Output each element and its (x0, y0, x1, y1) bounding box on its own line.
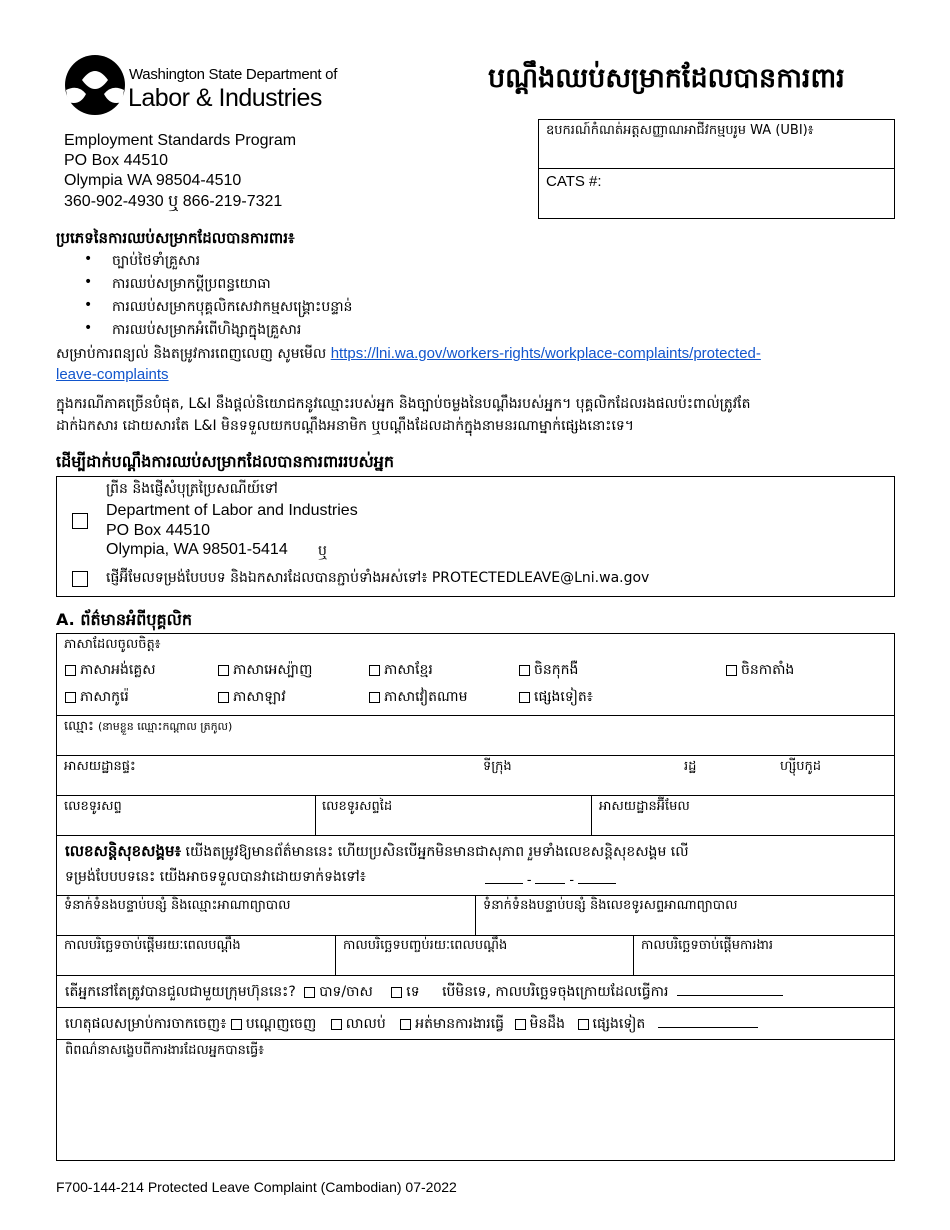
lang-option[interactable] (519, 687, 593, 708)
still-employed-question: តើអ្នកនៅតែត្រូវបានជួលជាមួយក្រុមហ៊ុននេះ? (65, 984, 296, 1000)
lang-option-label: ភាសាកូរ៉េ (80, 689, 129, 705)
types-heading: ប្រភេទនៃការឈប់សម្រាកដែលបានការពារ៖ (56, 229, 295, 247)
last-day-input[interactable] (677, 995, 783, 996)
reason-option: ផ្សេងទៀត (592, 1016, 646, 1032)
lang-option[interactable] (65, 687, 129, 708)
leave-type-item: • ការឈប់សម្រាកបុគ្គលិកសេវាកម្មសង្គ្រោះបន្ទាន់ (112, 297, 352, 318)
reason-checkbox[interactable] (578, 1019, 589, 1030)
reason-label: ហេតុផលសម្រាប់ការចាកចេញ៖ (65, 1016, 227, 1032)
ssn-text2: ទម្រង់បែបបទនេះ យើងអាចទទួលបានវាដោយទាក់ទងទៅ៖ (65, 869, 366, 885)
leave-type-item: • ការឈប់សម្រាកប្តីប្រពន្ធយោធា (112, 274, 271, 295)
email-text: ផ្ញើអ៊ីមែលទម្រង់បែបបទ និងឯកសារដែលបានភ្ជាប់ទាំងអស់ទៅ៖ PROTECTEDLEAVE@Lni.wa.gov (106, 570, 650, 586)
ssn-part2[interactable] (535, 883, 565, 884)
leave-type-item: • ការឈប់សម្រាកអំពើហិង្សាក្នុងគ្រួសារ (112, 320, 301, 341)
lang-option[interactable] (519, 660, 578, 681)
lang-option[interactable] (218, 687, 286, 708)
submit-box (56, 476, 895, 597)
cats-label: CATS #: (546, 173, 602, 190)
emergency-phone-field[interactable] (475, 895, 895, 936)
reason-line (65, 1014, 758, 1035)
lni-logo (64, 54, 126, 116)
home-address-field[interactable] (56, 755, 895, 796)
language-row (56, 633, 895, 716)
no-checkbox[interactable] (391, 987, 402, 998)
mobile-field[interactable] (315, 795, 592, 836)
lang-checkbox[interactable] (65, 665, 76, 676)
home-address-label: អាសយដ្ឋានផ្ទះ (64, 759, 136, 774)
lang-option-label: ផ្សេងទៀត៖ (534, 689, 593, 705)
or-label: ឬ (318, 543, 327, 559)
address-line: Olympia WA 98504-4510 (64, 172, 242, 189)
lang-checkbox[interactable] (519, 692, 530, 703)
lang-option-label: ភាសាខ្មែរ (384, 662, 433, 678)
lni-logo-icon (64, 54, 126, 116)
notice-para-2: ដាក់ឯកសារ ដោយសារតែ L&I មិនទទួលយកបណ្តឹងអនាមិក ឬបណ្តឹងដែលដាក់ក្នុងនាមនរណាម្នាក់ផ្សេងនោះទេ។ (56, 418, 635, 434)
no-label: ទេ (406, 984, 420, 1000)
lang-option-label: ភាសាវៀតណាម (384, 689, 468, 705)
yes-label: បាទ/ចាស (319, 984, 373, 1000)
name-field[interactable] (56, 715, 895, 756)
address-line: Employment Standards Program (64, 132, 297, 149)
notice-para-1: ក្នុងករណីភាគច្រើនបំផុត, L&I នឹងផ្តល់និយោជកនូវឈ្មោះរបស់អ្នក និងច្បាប់ចម្លងនៃបណ្តឹងរបស់អ្នក។ បុគ្គលិកដែលរងផលប៉ះពាល់ត្រូវតែ (56, 396, 751, 412)
lang-option-label: ចិនកុកងឺ (534, 662, 579, 678)
reason-checkbox[interactable] (331, 1019, 342, 1030)
reason-option: លាលប់ (345, 1016, 386, 1032)
reason-checkbox[interactable] (400, 1019, 411, 1030)
reason-other-input[interactable] (658, 1027, 758, 1028)
lang-option-label: ភាសាឡាវ (233, 689, 286, 705)
mail-line: PO Box 44510 (106, 522, 211, 539)
lang-checkbox[interactable] (726, 665, 737, 676)
ssn-part1[interactable] (485, 883, 523, 884)
address-line: PO Box 44510 (64, 152, 169, 169)
job-description-label: ពិពណ៌នាសង្ខេបពីការងារដែលអ្នកបានធ្វើ៖ (65, 1043, 264, 1058)
lang-checkbox[interactable] (218, 665, 229, 676)
emergency-name-label: ទំនាក់ទំនងបន្ទាប់បន្សំ និងឈ្មោះអាណាព្យាបាល (64, 898, 291, 913)
lang-checkbox[interactable] (519, 665, 530, 676)
reason-row (56, 1007, 895, 1040)
program-address (64, 131, 296, 212)
yes-checkbox[interactable] (304, 987, 315, 998)
info-prefix: សម្រាប់ការពន្យល់ និងតម្រូវការពេញលេញ សូមមើល (56, 346, 327, 362)
lang-option[interactable] (726, 660, 794, 681)
still-employed-line (65, 982, 783, 1003)
cats-field[interactable] (538, 168, 895, 219)
reason-option: អត់មានការងារធ្វើ (415, 1016, 505, 1032)
lang-option-label: ភាសាអេស្ប៉ាញ (233, 662, 313, 678)
info-link[interactable]: https://lni.wa.gov/workers-rights/workplace-complaints/protected- (330, 345, 761, 362)
lang-option[interactable] (369, 687, 467, 708)
lang-checkbox[interactable] (65, 692, 76, 703)
ssn-part3[interactable] (578, 883, 616, 884)
logo-line1: Washington State Department of (129, 66, 338, 83)
emergency-name-field[interactable] (56, 895, 476, 936)
reason-checkbox[interactable] (515, 1019, 526, 1030)
mail-line: Department of Labor and Industries (106, 502, 358, 519)
logo-line2: Labor & Industries (128, 84, 322, 112)
ssn-bold-label: លេខសន្តិសុខសង្គម៖ (65, 842, 182, 860)
address-phone: 360-902-4930 ឬ 866-219-7321 (64, 193, 283, 210)
ssn-input[interactable]: - - (485, 871, 616, 887)
name-hint: (នាមខ្លួន ឈ្មោះកណ្តាល ត្រកូល) (97, 720, 233, 733)
email-field[interactable] (591, 795, 895, 836)
page-title: បណ្តឹងឈប់សម្រាកដែលបានការពារ (488, 63, 845, 94)
submit-heading: ដើម្បីដាក់បណ្តឹងការឈប់សម្រាកដែលបានការពាររបស់អ្នក (56, 452, 395, 471)
zip-label: ហ្ស៊ីបកូដ (780, 759, 822, 774)
section-a-heading: A. ព័ត៌មានអំពីបុគ្គលិក (56, 610, 193, 629)
leave-end-label: កាលបរិច្ឆេទបញ្ចប់រយៈពេលបណ្តឹង (343, 938, 508, 953)
leave-type-item: • ច្បាប់ថៃទាំគ្រួសារ (112, 251, 200, 272)
phone-field[interactable] (56, 795, 316, 836)
info-link-part2[interactable]: leave-complaints (56, 366, 169, 383)
state-label: រដ្ឋ (684, 759, 697, 774)
email-checkbox[interactable] (72, 571, 88, 587)
form-footer: F700-144-214 Protected Leave Complaint (Cambodian) 07-2022 (56, 1179, 457, 1195)
ssn-text1: យើងតម្រូវឱ្យមានព័ត៌មាននេះ ហើយប្រសិនបើអ្នកមិនមានជាសុភាព រួមទាំងលេខសន្តិសុខសង្គម លើ (181, 844, 689, 860)
last-day-label: បើមិនទេ, កាលបរិច្ឆេទចុងក្រោយដែលធ្វើការ (442, 984, 669, 1000)
still-employed-row (56, 975, 895, 1008)
lang-option[interactable] (218, 660, 312, 681)
reason-option: បណ្តេញចេញ (245, 1016, 317, 1032)
ssn-line1 (65, 842, 689, 864)
mobile-label: លេខទូរសព្ទដៃ (322, 799, 393, 814)
work-start-label: កាលបរិច្ឆេទចាប់ផ្តើមការងារ (641, 938, 774, 953)
leave-end-field[interactable] (335, 935, 634, 976)
work-start-field[interactable] (633, 935, 895, 976)
reason-option: មិនដឹង (529, 1016, 566, 1032)
phone-label: លេខទូរសព្ទ (64, 799, 122, 814)
ubi-field[interactable] (538, 119, 895, 169)
reason-checkbox[interactable] (231, 1019, 242, 1030)
name-label: ឈ្មោះ (64, 719, 94, 734)
leave-start-label: កាលបរិច្ឆេទចាប់ផ្តើមរយៈពេលបណ្តឹង (64, 938, 241, 953)
lang-option[interactable] (65, 660, 156, 681)
ssn-field (56, 835, 895, 896)
lang-checkbox[interactable] (218, 692, 229, 703)
mail-intro: ព្រីន និងផ្ញើសំបុត្រប្រៃសណីយ៍ទៅ (106, 481, 278, 497)
language-label: ភាសាដែលចូលចិត្ត៖ (64, 637, 161, 652)
emergency-phone-label: ទំនាក់ទំនងបន្ទាប់បន្សំ និងលេខទូរសព្ទអាណាព្យាបាល (483, 898, 738, 913)
city-label: ទីក្រុង (483, 759, 512, 774)
email-label: អាសយដ្ឋានអ៊ីមែល (599, 799, 690, 814)
info-link-cont[interactable] (56, 366, 169, 383)
name-label-wrap (64, 718, 232, 737)
job-description-field[interactable] (56, 1039, 895, 1161)
mail-line: Olympia, WA 98501-5414 (106, 541, 288, 558)
lang-option-label: ចិនកាតាំង (741, 662, 795, 678)
lang-checkbox[interactable] (369, 665, 380, 676)
lang-checkbox[interactable] (369, 692, 380, 703)
lang-option-label: ភាសាអង់គ្លេស (80, 662, 156, 678)
ubi-label: ឧបករណ៍កំណត់អត្តសញ្ញាណអាជីវកម្មបរូម WA (UBI)៖ (546, 123, 814, 138)
info-line (56, 344, 761, 365)
mail-checkbox[interactable] (72, 513, 88, 529)
lang-option[interactable] (369, 660, 433, 681)
leave-start-field[interactable] (56, 935, 336, 976)
